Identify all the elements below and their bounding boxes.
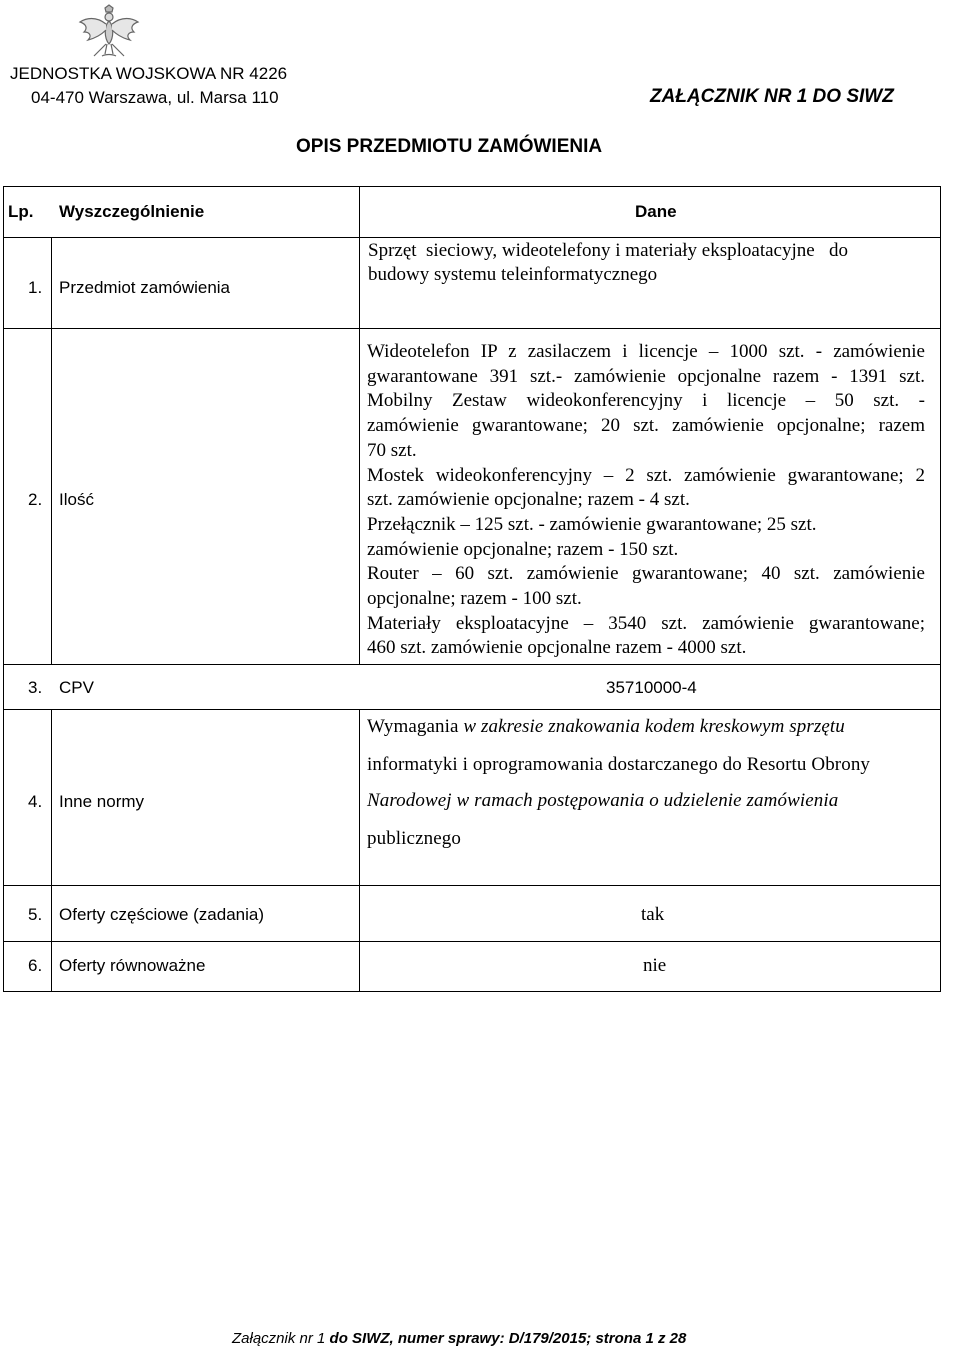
row-number: 6. [28,956,43,975]
table-rule-row2 [3,664,941,665]
norm-text-italic: w zakresie znakowania kodem kreskowym sprzętu [463,716,845,737]
row-number: 5. [28,905,43,924]
page-footer [232,1330,686,1347]
table-rule-row5 [3,941,941,942]
row-label: Oferty częściowe (zadania) [59,905,265,924]
norm-text-italic: Narodowej w ramach postępowania o udzielenie zamówienia [367,790,839,811]
table-col-divider-data [359,186,360,665]
row-number: 1. [28,278,43,297]
column-header-spec: Wyszczególnienie [59,202,205,221]
column-header-lp: Lp. [8,202,34,221]
row-number: 4. [28,792,43,811]
row-value-line [367,716,845,738]
row-label: Oferty równoważne [59,956,206,975]
row-label: Inne normy [59,792,145,811]
row-value: tak [641,904,665,925]
row-value-line: Wideotelefon IP z zasilaczem i licencje – 1000 szt. - zamówienie [367,341,925,362]
institution-name: JEDNOSTKA WOJSKOWA NR 4226 [10,64,288,83]
row-label: Ilość [59,490,94,509]
row-value-line: Przełącznik – 125 szt. - zamówienie gwarantowane; 25 szt. [367,513,817,535]
table-col-divider-lp [51,237,52,665]
row-value-line: szt. zamówienie opcjonalne; razem - 4 szt. [367,489,690,511]
norm-text: Wymagania [367,716,464,737]
row-value-line: Mobilny Zestaw wideokonferencyjny i licencje – 50 szt. - [367,390,925,412]
row-value: nie [643,955,667,976]
row-value-line: budowy systemu teleinformatycznego [368,264,658,285]
attachment-label: ZAŁĄCZNIK NR 1 DO SIWZ [650,86,894,107]
norm-text: informatyki i oprogramowania dostarczanego do Resortu Obrony [367,754,871,775]
table-col-divider-lp [51,709,52,992]
table-col-divider-data [359,709,360,992]
table-border-bottom [3,991,941,992]
row-value-line: zamówienie opcjonalne; razem - 150 szt. [367,538,679,560]
row-value-line: 460 szt. zamówienie opcjonalne razem - 4000 szt. [367,637,747,659]
cpv-code: 35710000-4 [606,678,697,697]
footer-prefix: Załącznik nr 1 [232,1330,326,1347]
table-rule-row4 [3,885,941,886]
table-border-right [940,186,941,992]
row-label: CPV [59,678,94,697]
column-header-data: Dane [635,202,677,221]
table-border-top [3,186,941,187]
row-value-block [367,340,925,661]
footer-text: do SIWZ, numer sprawy: D/179/2015; strona 1 z 28 [325,1330,687,1347]
row-value-line: gwarantowane 391 szt.- zamówienie opcjonalne razem - 1391 szt. [367,365,925,387]
row-value-line: Sprzęt sieciowy, wideotelefony i materiały eksploatacyjne do [368,240,848,261]
table-rule-header [3,237,941,238]
row-value-line: Router – 60 szt. zamówienie gwarantowane; 40 szt. zamówienie [367,563,925,585]
row-value-line: Mostek wideokonferencyjny – 2 szt. zamówienie gwarantowane; 2 [367,464,925,486]
row-value-line: Materiały eksploatacyjne – 3540 szt. zamówienie gwarantowane; [367,612,925,634]
row-value-line [367,790,838,812]
row-label: Przedmiot zamówienia [59,278,231,297]
row-value-line: 70 szt. [367,439,417,461]
row-value-line [367,828,461,850]
table-border-left [3,186,4,992]
row-value-line: opcjonalne; razem - 100 szt. [367,588,582,610]
row-number: 3. [28,678,43,697]
institution-address: 04-470 Warszawa, ul. Marsa 110 [31,88,279,107]
row-value-line [367,754,870,776]
table-rule-row3 [3,709,941,710]
row-value-line: zamówienie gwarantowane; 20 szt. zamówienie opcjonalne; razem [367,415,925,437]
norm-text: publicznego [367,828,461,849]
table-rule-row1 [3,328,941,329]
document-title: OPIS PRZEDMIOTU ZAMÓWIENIA [296,136,603,157]
polish-eagle-emblem-icon [78,4,140,60]
row-number: 2. [28,490,43,509]
